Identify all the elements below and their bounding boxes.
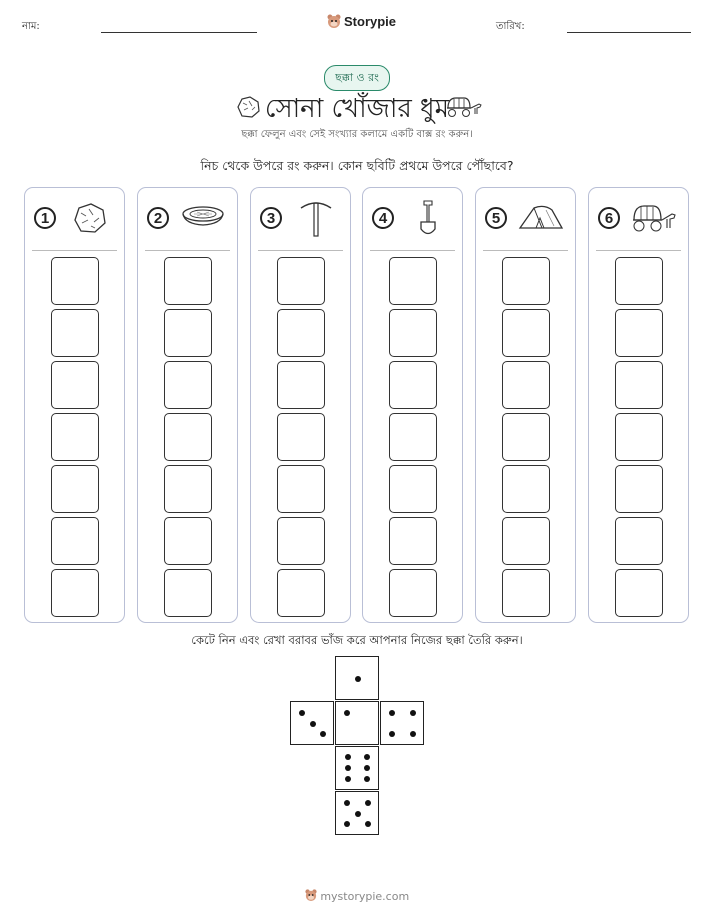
color-box[interactable]: [277, 569, 325, 617]
die-face-lower: [335, 746, 379, 790]
color-box[interactable]: [389, 309, 437, 357]
color-box[interactable]: [51, 517, 99, 565]
color-box[interactable]: [164, 465, 212, 513]
column-number: 3: [260, 207, 282, 229]
die-face-center: [335, 701, 379, 745]
column-separator: [370, 250, 455, 251]
die-pip: [344, 710, 350, 716]
die-face-left: [290, 701, 334, 745]
color-box[interactable]: [615, 257, 663, 305]
color-box[interactable]: [277, 361, 325, 409]
footer: [0, 888, 714, 903]
color-box[interactable]: [502, 413, 550, 461]
color-box[interactable]: [164, 361, 212, 409]
color-box[interactable]: [164, 413, 212, 461]
color-box[interactable]: [502, 257, 550, 305]
color-box[interactable]: [277, 517, 325, 565]
color-box[interactable]: [277, 465, 325, 513]
column-number: 1: [34, 207, 56, 229]
color-box[interactable]: [51, 257, 99, 305]
color-box[interactable]: [51, 569, 99, 617]
die-pip: [299, 710, 305, 716]
color-box[interactable]: [389, 257, 437, 305]
brand-logo: [327, 13, 396, 29]
column-5: [475, 187, 576, 623]
color-box[interactable]: [615, 361, 663, 409]
color-box[interactable]: [615, 465, 663, 513]
column-number: 6: [598, 207, 620, 229]
cut-instructions: কেটে নিন এবং রেখা বরাবর ভাঁজ করে আপনার নিজের ছক্কা তৈরি করুন।: [191, 633, 523, 647]
color-box[interactable]: [389, 361, 437, 409]
color-box[interactable]: [615, 413, 663, 461]
die-face-bottom: [335, 791, 379, 835]
covered-wagon-icon: [631, 198, 677, 238]
footer-url[interactable]: mystorypie.com: [320, 890, 410, 903]
die-pip: [345, 765, 351, 771]
color-box[interactable]: [51, 413, 99, 461]
color-box[interactable]: [277, 309, 325, 357]
die-pip: [310, 721, 316, 727]
color-box[interactable]: [502, 465, 550, 513]
color-box[interactable]: [615, 309, 663, 357]
column-separator: [596, 250, 681, 251]
color-box[interactable]: [502, 569, 550, 617]
color-box[interactable]: [502, 309, 550, 357]
color-box[interactable]: [277, 257, 325, 305]
brand-name: Storypie: [344, 13, 397, 29]
page-subtitle: ছক্কা ফেলুন এবং সেই সংখ্যার কলামে একটি বাক্স রং করুন।: [241, 129, 473, 140]
page-title: সোনা খোঁজার ধুম: [264, 94, 450, 124]
die-pip: [344, 821, 350, 827]
storypie-mascot-icon: [327, 13, 341, 29]
column-number: 4: [372, 207, 394, 229]
color-box[interactable]: [164, 257, 212, 305]
gold-nugget-icon: [67, 198, 113, 238]
column-number: 2: [147, 207, 169, 229]
activity-badge: ছক্কা ও রং: [324, 65, 390, 91]
color-box[interactable]: [51, 361, 99, 409]
die-pip: [320, 731, 326, 737]
die-pip: [364, 765, 370, 771]
die-net: [290, 656, 424, 836]
die-pip: [364, 754, 370, 760]
die-pip: [345, 754, 351, 760]
color-box[interactable]: [164, 569, 212, 617]
pickaxe-icon: [293, 198, 339, 238]
die-pip: [345, 776, 351, 782]
column-separator: [258, 250, 343, 251]
storypie-mascot-icon: [305, 888, 317, 902]
die-pip: [410, 710, 416, 716]
color-box[interactable]: [502, 517, 550, 565]
column-number: 5: [485, 207, 507, 229]
column-separator: [32, 250, 117, 251]
color-box[interactable]: [277, 413, 325, 461]
die-pip: [389, 731, 395, 737]
shovel-icon: [405, 198, 451, 238]
die-pip: [344, 800, 350, 806]
column-1: [24, 187, 125, 623]
die-pip: [365, 800, 371, 806]
color-box[interactable]: [51, 465, 99, 513]
color-box[interactable]: [615, 569, 663, 617]
die-face-right: [380, 701, 424, 745]
die-pip: [389, 710, 395, 716]
date-line[interactable]: [567, 32, 691, 33]
color-box[interactable]: [502, 361, 550, 409]
die-pip: [364, 776, 370, 782]
title-wagon-icon: [446, 96, 482, 118]
tent-icon: [518, 198, 564, 238]
die-pip: [355, 676, 361, 682]
column-3: [250, 187, 351, 623]
color-box[interactable]: [389, 569, 437, 617]
column-separator: [145, 250, 230, 251]
color-box[interactable]: [389, 517, 437, 565]
column-4: [362, 187, 463, 623]
name-line[interactable]: [101, 32, 257, 33]
column-6: [588, 187, 689, 623]
color-box[interactable]: [51, 309, 99, 357]
color-box[interactable]: [164, 309, 212, 357]
die-face-top: [335, 656, 379, 700]
name-label: নাম:: [22, 21, 40, 32]
color-box[interactable]: [389, 413, 437, 461]
date-label: তারিখ:: [496, 21, 525, 32]
die-pip: [355, 811, 361, 817]
die-pip: [365, 821, 371, 827]
color-box[interactable]: [164, 517, 212, 565]
column-2: [137, 187, 238, 623]
gold-pan-icon: [180, 198, 226, 238]
instruction-text: নিচ থেকে উপরে রং করুন। কোন ছবিটি প্রথমে উপরে পৌঁছাবে?: [200, 158, 514, 173]
die-pip: [410, 731, 416, 737]
color-box[interactable]: [389, 465, 437, 513]
column-separator: [483, 250, 568, 251]
color-box[interactable]: [615, 517, 663, 565]
